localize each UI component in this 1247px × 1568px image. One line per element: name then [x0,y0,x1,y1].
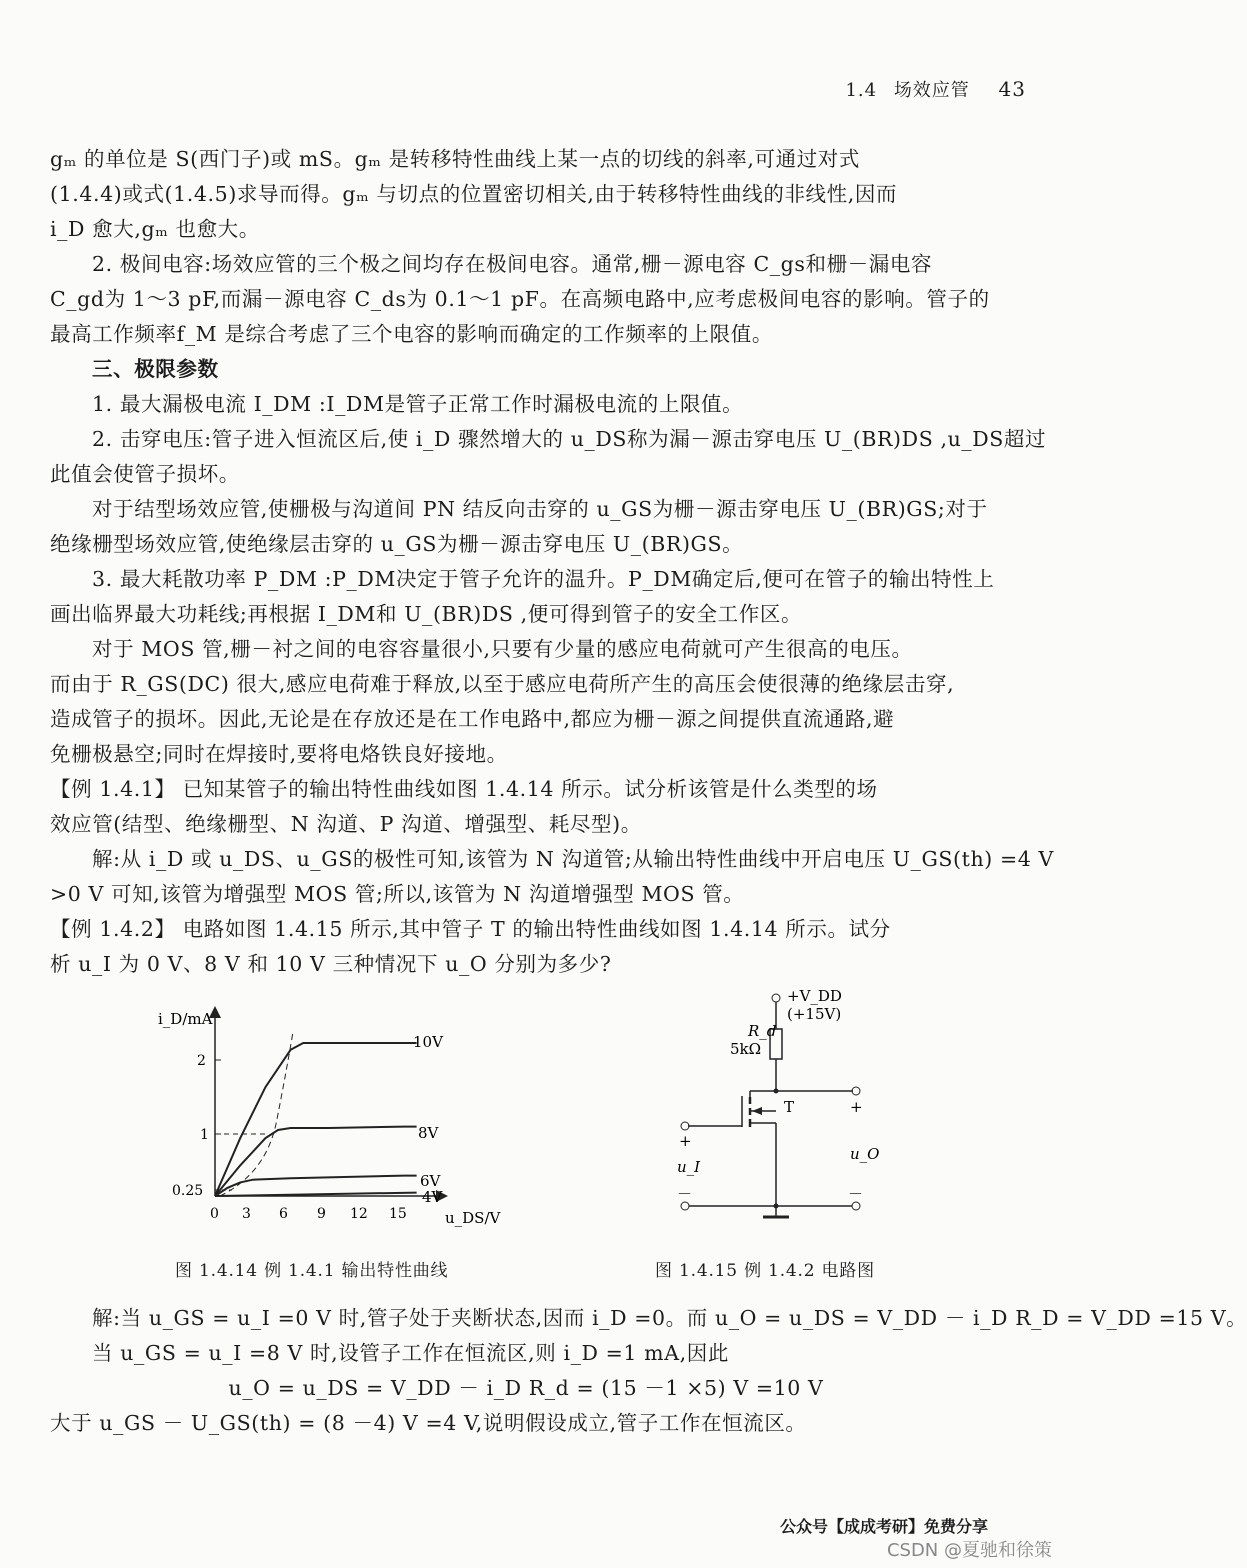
paragraph-line: 对于 MOS 管,栅－衬之间的电容容量很小,只要有少量的感应电荷就可产生很高的电压。 [92,637,913,661]
y-tick-label: 0.25 [172,1183,204,1199]
input-minus-sign: － [677,1185,693,1203]
solution-line: 当 u_GS = u_I =8 V 时,设管子工作在恒流区,则 i_D =1 mA,因此 [92,1341,729,1365]
running-head [845,76,1026,102]
curve-label-8v: 8V [418,1124,439,1142]
paragraph-line: i_D 愈大,gₘ 也愈大。 [50,217,260,241]
body-text [50,142,1054,982]
substrate-arrow [752,1107,762,1115]
solution [50,1301,1247,1441]
paragraph-line: 2. 击穿电压:管子进入恒流区后,使 i_D 骤然增大的 u_DS称为漏－源击穿电压 U_(BR)DS ,u_DS超过 [92,427,1047,451]
rd-value: 5kΩ [730,1040,762,1058]
x-tick-label: 6 [279,1206,288,1222]
x-axis-label: u_DS/V [445,1209,501,1227]
output-minus-terminal [852,1202,860,1210]
solution-equation: u_O = u_DS = V_DD － i_D R_d = (15 －1 ×5) V =10 V [228,1376,824,1400]
paragraph-line: 此值会使管子损坏。 [50,462,240,486]
curve-label-10v: 10V [413,1033,443,1051]
x-tick-label: 9 [317,1206,326,1222]
y-tick-label: 2 [197,1053,206,1069]
paragraph-line: 效应管(结型、绝缘栅型、N 沟道、P 沟道、增强型、耗尽型)。 [50,812,642,836]
paragraph-line: 析 u_I 为 0 V、8 V 和 10 V 三种情况下 u_O 分别为多少? [50,952,612,976]
curve-8v [215,1127,417,1196]
x-tick-label: 0 [210,1206,219,1222]
paragraph-line: >0 V 可知,该管为增强型 MOS 管;所以,该管为 N 沟道增强型 MOS 管。 [50,882,745,906]
page-number: 43 [998,77,1026,101]
figure-caption-14: 图 1.4.14 例 1.4.1 输出特性曲线 [175,1261,449,1281]
section-title: 场效应管 [893,80,970,101]
paragraph-line: 而由于 R_GS(DC) 很大,感应电荷难于释放,以至于感应电荷所产生的高压会使很薄的绝缘层击穿, [50,672,955,696]
x-tick-label: 15 [389,1206,407,1222]
vdd-value: (+15V) [787,1005,842,1023]
transistor-label: T [784,1098,795,1116]
curve-label-6v: 6V [420,1172,441,1190]
pinch-off-boundary [220,1032,293,1196]
curve-10v [215,1043,417,1196]
paragraph-line: 造成管子的损坏。因此,无论是在存放还是在工作电路中,都应为栅－源之间提供直流通路,避 [50,707,895,731]
paragraph-line: C_gd为 1～3 pF,而漏－源电容 C_ds为 0.1～1 pF。在高频电路中,应考虑极间电容的影响。管子的 [50,287,990,311]
paragraph-line: 画出临界最大功耗线;再根据 I_DM和 U_(BR)DS ,便可得到管子的安全工作区。 [50,602,803,626]
input-plus-sign: + [679,1132,692,1150]
paragraph-line: gₘ 的单位是 S(西门子)或 mS。gₘ 是转移特性曲线上某一点的切线的斜率,可通过对式 [50,147,860,171]
paragraph-line: 1. 最大漏极电流 I_DM :I_DM是管子正常工作时漏极电流的上限值。 [92,392,744,416]
example-heading: 【例 1.4.2】 电路如图 1.4.15 所示,其中管子 T 的输出特性曲线如图 1.4.14 所示。试分 [50,917,891,941]
input-label: u_I [677,1158,701,1176]
output-minus-sign: － [848,1185,864,1203]
circuit-diagram [660,987,890,1234]
paragraph-line: 3. 最大耗散功率 P_DM :P_DM决定于管子允许的温升。P_DM确定后,便可在管子的输出特性上 [92,567,995,591]
curve-label-4v: 4V [422,1188,443,1206]
rd-label: R_d [748,1022,777,1040]
paragraph-line: 2. 极间电容:场效应管的三个极之间均存在极间电容。通常,栅－源电容 C_gs和栅－漏电容 [92,252,933,276]
figure-caption-15: 图 1.4.15 例 1.4.2 电路图 [655,1261,875,1281]
paragraph-line: 解:从 i_D 或 u_DS、u_GS的极性可知,该管为 N 沟道管;从输出特性曲线中开启电压 U_GS(th) =4 V [92,847,1054,871]
vdd-terminal [772,994,780,1002]
vdd-label: +V_DD [787,987,842,1005]
section-heading: 三、极限参数 [92,357,219,381]
watermark: CSDN @夏驰和徐策 [886,1540,1052,1561]
paragraph-line: 免栅极悬空;同时在焊接时,要将电烙铁良好接地。 [50,742,508,766]
paragraph-line: 绝缘栅型场效应管,使绝缘层击穿的 u_GS为栅－源击穿电压 U_(BR)GS。 [50,532,744,556]
x-tick-label: 12 [350,1206,368,1222]
paragraph-line: 最高工作频率f_M 是综合考虑了三个电容的影响而确定的工作频率的上限值。 [50,322,773,346]
output-label: u_O [850,1145,880,1163]
y-axis-label: i_D/mA [158,1010,213,1028]
solution-line: 解:当 u_GS = u_I =0 V 时,管子处于夹断状态,因而 i_D =0。而 u_O = u_DS = V_DD － i_D R_D = V_DD =15 V。 [92,1306,1247,1330]
paragraph-line: (1.4.4)或式(1.4.5)求导而得。gₘ 与切点的位置密切相关,由于转移特性曲线的非线性,因而 [50,182,898,206]
section-number: 1.4 [845,80,878,101]
paragraph-line: 对于结型场效应管,使栅极与沟道间 PN 结反向击穿的 u_GS为栅－源击穿电压 U_(BR)GS;对于 [92,497,988,521]
input-plus-terminal [681,1122,689,1130]
output-plus-sign: + [850,1098,863,1116]
x-tick-label: 3 [242,1206,251,1222]
example-heading: 【例 1.4.1】 已知某管子的输出特性曲线如图 1.4.14 所示。试分析该管是什么类型的场 [50,777,878,801]
solution-line: 大于 u_GS － U_GS(th) = (8 －4) V =4 V,说明假设成立,管子工作在恒流区。 [50,1411,807,1435]
input-minus-terminal [681,1202,689,1210]
output-plus-terminal [852,1087,860,1095]
footer-note: 公众号【成成考研】免费分享 [779,1517,988,1536]
figures [0,987,1066,1294]
y-tick-label: 1 [200,1127,209,1143]
output-characteristic-chart [150,994,510,1234]
